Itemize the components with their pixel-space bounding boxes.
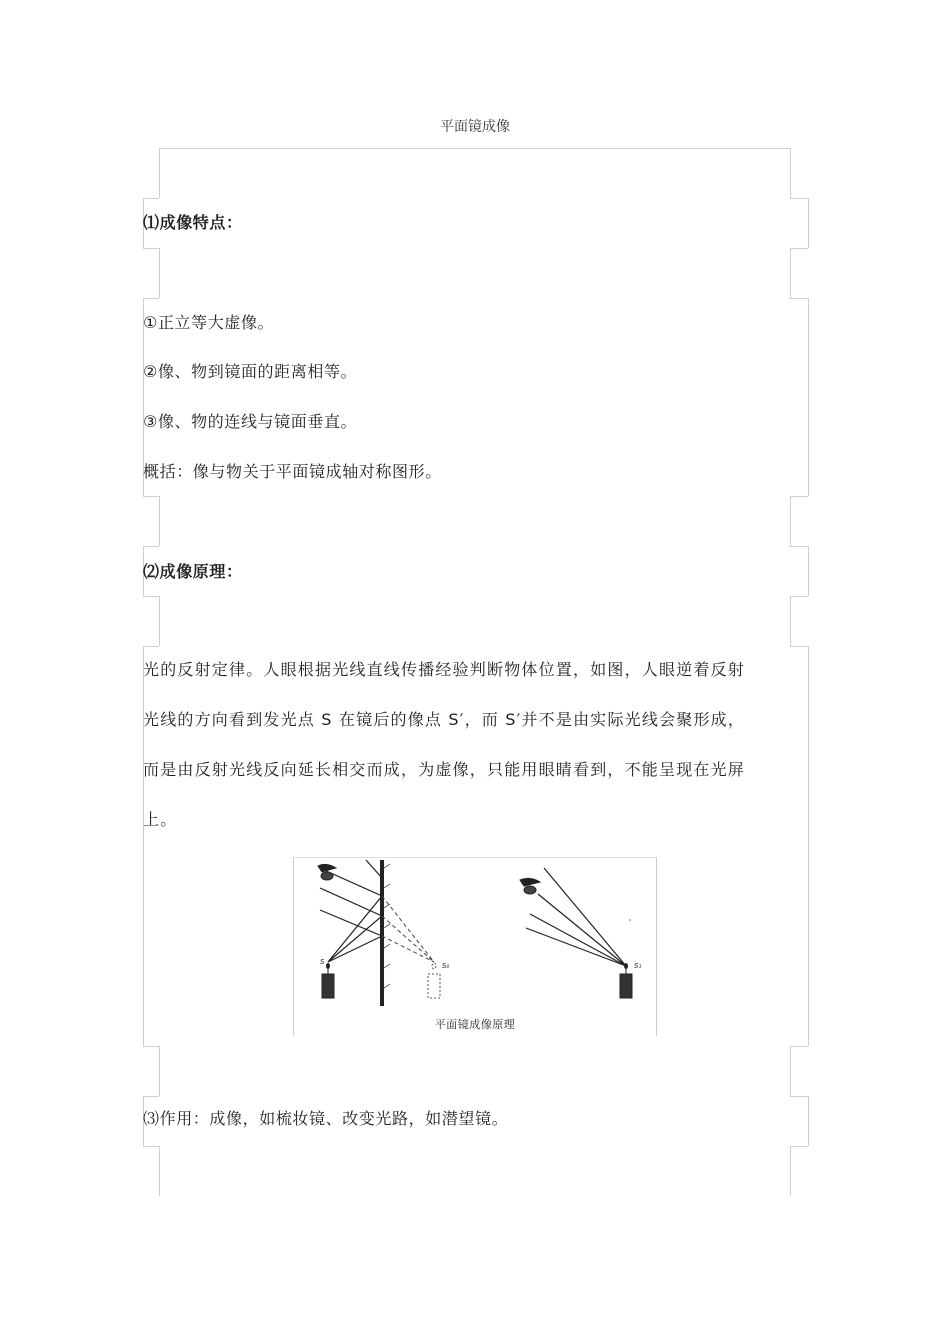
principle-line-2: 光线的方向看到发光点 S 在镜后的像点 S′，而 S′并不是由实际光线会聚形成，: [143, 710, 746, 729]
candle-object: [322, 963, 334, 998]
label-s1: S₁: [634, 962, 642, 970]
mirror-line: [380, 860, 384, 1006]
incident-rays: [328, 896, 382, 962]
candle-right: [620, 963, 632, 998]
feature-item-2: ②像、物到镜面的距离相等。: [143, 362, 358, 381]
feature-item-3: ③像、物的连线与镜面垂直。: [143, 412, 358, 431]
feature-summary: 概括：像与物关于平面镜成轴对称图形。: [143, 462, 442, 481]
principle-heading: ⑵成像原理：: [143, 562, 243, 581]
figure-drawing: [294, 858, 656, 1036]
eye-icon-right: [520, 878, 540, 894]
principle-line-4: 上。: [143, 810, 178, 829]
mirror-principle-figure: [293, 857, 657, 1036]
feature-item-1: ①正立等大虚像。: [143, 313, 275, 332]
eye-icon-left: [318, 864, 336, 880]
label-s0: S₀: [442, 962, 450, 970]
principle-line-1: 光的反射定律。人眼根据光线直线传播经验判断物体位置，如图，人眼逆着反射: [143, 660, 746, 679]
page-title: 平面镜成像: [440, 119, 510, 135]
features-heading: ⑴成像特点：: [143, 213, 243, 232]
label-s: S: [320, 958, 325, 966]
virtual-rays: [382, 896, 434, 962]
candle-image: [428, 963, 440, 998]
principle-line-3: 而是由反射光线反向延长相交而成，为虚像，只能用眼睛看到，不能呈现在光屏: [143, 760, 746, 779]
use-line: ⑶作用：成像，如梳妆镜、改变光路，如潜望镜。: [143, 1109, 509, 1128]
mirror-hatch: [384, 864, 390, 988]
figure-caption: 平面镜成像原理: [434, 1018, 516, 1031]
direct-rays: [526, 868, 626, 966]
